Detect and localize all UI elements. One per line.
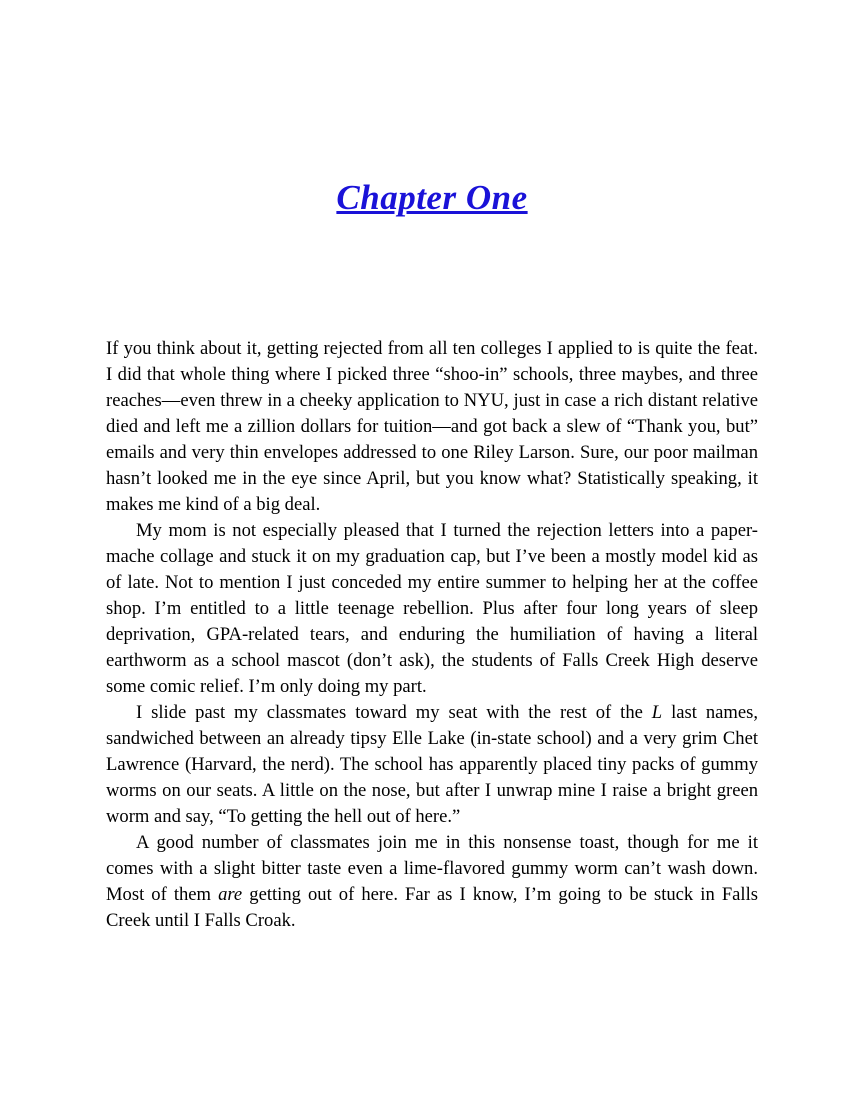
document-body (106, 218, 758, 934)
text-run: My mom is not especially pleased that I turned the rejection letters into a paper-mache collage and stuck it on my graduation cap, but I’ve been a mostly model kid as of late. Not to mention I just conceded my entire summer to helping her at the coffee shop. I’m entitled to a little teenage rebellion. Plus after four long years of sleep deprivation, GPA-related tears, and enduring the humiliation of having a literal earthworm as a school mascot (don’t ask), the students of Falls Creek High deserve some comic relief. I’m only doing my part. (106, 520, 758, 697)
page-title: Chapter One (336, 178, 528, 217)
text-run: A good number of classmates join me in this nonsense toast, though for me it comes with a slight bitter taste even a lime-flavored gummy worm can’t wash down. Most of them (106, 832, 758, 905)
emphasis-text: L (651, 702, 663, 723)
paragraph (106, 336, 758, 518)
text-run: I slide past my classmates toward my seat with the rest of the (136, 702, 652, 723)
paragraph (106, 700, 758, 830)
text-run: last names, sandwiched between an already tipsy Elle Lake (in-state school) and a very grim Chet Lawrence (Harvard, the nerd). The school has apparently placed tiny packs of gummy worms on our seats. A little on the nose, but after I unwrap mine I raise a bright green worm and say, “To getting the hell out of here.” (106, 702, 758, 827)
paragraph (106, 518, 758, 700)
emphasis-text: are (218, 884, 243, 905)
text-run: getting out of here. Far as I know, I’m going to be stuck in Falls Creek until I Falls Croak. (106, 884, 758, 931)
paragraph (106, 830, 758, 934)
text-run: If you think about it, getting rejected from all ten colleges I applied to is quite the feat. I did that whole thing where I picked three “shoo-in” schools, three maybes, and three reaches—even threw in a cheeky application to NYU, just in case a rich distant relative died and left me a zillion dollars for tuition—and got back a slew of “Thank you, but” emails and very thin envelopes addressed to one Riley Larson. Sure, our poor mailman hasn’t looked me in the eye since April, but you know what? Statistically speaking, it makes me kind of a big deal. (106, 338, 758, 515)
